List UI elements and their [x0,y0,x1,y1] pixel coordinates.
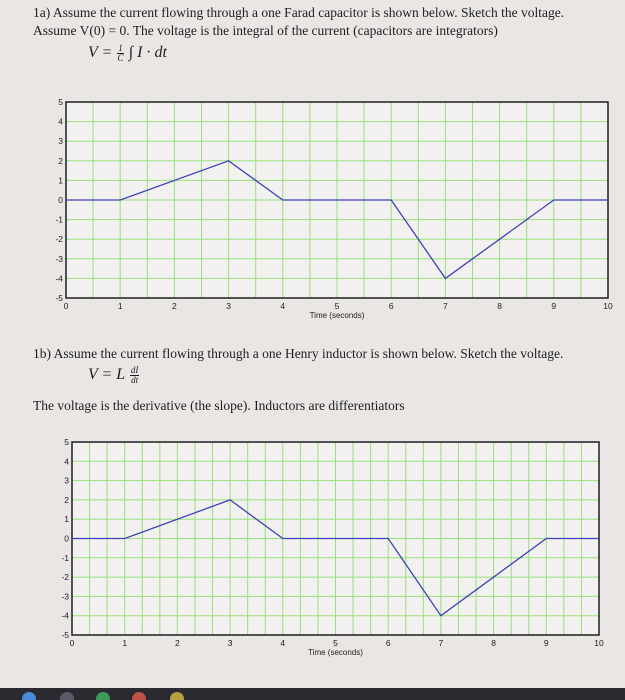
x-axis-label: Time (seconds) [309,311,365,320]
current-chart-b [0,432,625,667]
formula-numerator: dI [130,365,139,375]
x-tick-label: 6 [388,301,394,311]
problem-a-line2: Assume V(0) = 0. The voltage is the integral of the current (capacitors are integrators) [33,23,498,38]
formula-lhs: V = [88,44,113,62]
formula-numerator: 1 [118,43,123,53]
y-tick-label: -4 [55,273,63,284]
y-tick-label: 1 [58,175,63,186]
current-chart-a [0,92,625,332]
dock-icon [22,692,36,700]
bottom-edge [0,688,625,700]
y-tick-label: -5 [55,293,63,303]
x-tick-label: 0 [69,638,75,648]
formula-fraction [130,366,140,385]
y-tick-label: 5 [64,437,69,447]
formula-fraction [117,44,124,63]
x-tick-label: 10 [603,301,613,311]
y-tick-label: 0 [64,533,69,544]
y-tick-label: 1 [64,514,69,525]
y-tick-label: 2 [58,155,63,166]
problem-b-line2: The voltage is the derivative (the slope). Inductors are differentiators [33,398,405,413]
x-tick-label: 5 [333,638,338,648]
x-tick-label: 3 [227,638,233,648]
x-tick-label: 8 [491,638,496,648]
problem-b-line1: 1b) Assume the current flowing through a one Henry inductor is shown below. Sketch the voltage. [33,346,564,361]
y-tick-label: 3 [58,136,63,147]
x-axis-label: Time (seconds) [308,648,363,657]
formula-denominator: dt [131,375,139,385]
x-tick-label: 4 [280,638,286,648]
x-tick-label: 1 [122,638,128,648]
y-tick-label: 2 [64,494,69,505]
y-tick-label: -1 [55,214,63,225]
x-tick-label: 10 [594,638,604,648]
inductor-formula [88,366,140,385]
x-tick-label: 2 [175,638,180,648]
x-tick-label: 0 [63,301,69,311]
formula-rhs: ∫ I · dt [128,44,167,62]
dock-icon [132,692,146,700]
y-tick-label: -4 [61,610,69,621]
x-tick-label: 4 [280,301,286,311]
x-tick-label: 3 [226,301,231,311]
formula-denominator: C [117,53,124,63]
y-tick-label: 5 [58,97,63,107]
x-tick-label: 9 [551,301,557,311]
y-tick-label: 3 [64,475,69,486]
y-tick-label: -3 [61,591,69,602]
capacitor-formula [88,44,167,63]
dock-icon [60,692,74,700]
y-tick-label: -2 [55,234,63,245]
y-tick-label: -5 [61,630,69,640]
x-tick-label: 5 [334,301,340,311]
y-tick-label: 4 [64,456,69,467]
x-tick-label: 6 [385,638,391,648]
x-tick-label: 1 [117,301,123,311]
y-tick-label: -3 [55,253,63,264]
x-tick-label: 7 [443,301,448,311]
dock-icon [96,692,110,700]
problem-a-line1: 1a) Assume the current flowing through a one Farad capacitor is shown below. Sketch the voltage. [33,5,565,20]
formula-lhs: V = L [88,366,125,384]
x-tick-label: 7 [438,638,444,648]
y-tick-label: -2 [61,572,69,583]
y-tick-label: -1 [61,552,69,563]
x-tick-label: 2 [172,301,177,311]
x-tick-label: 8 [497,301,502,311]
dock-icon [170,692,184,700]
y-tick-label: 4 [58,116,63,127]
x-tick-label: 9 [543,638,549,648]
y-tick-label: 0 [58,195,63,205]
